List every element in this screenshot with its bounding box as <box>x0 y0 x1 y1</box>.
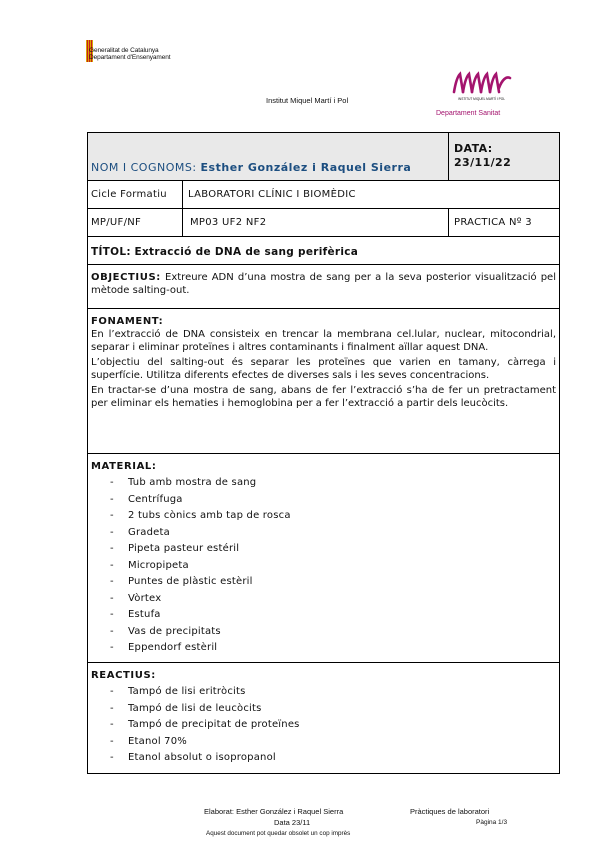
footer-author: Elaborat: Esther González i Raquel Sierra <box>204 807 344 816</box>
list-item: - Puntes de plàstic estèril <box>91 574 556 591</box>
fonament-label: FONAMENT: <box>91 316 164 327</box>
reactius-label: REACTIUS: <box>91 670 156 681</box>
footer-notice: Aquest document pot quedar obsolet un cop imprès <box>206 830 351 837</box>
date-field <box>454 142 511 170</box>
list-item: - Estufa <box>91 607 556 624</box>
list-item: - Pipeta pasteur estéril <box>91 541 556 558</box>
fonament-section <box>88 309 559 454</box>
list-item: - 2 tubs cònics amb tap de rosca <box>91 508 556 525</box>
school-department: Departament Sanitat <box>436 110 501 117</box>
cicle-value: LABORATORI CLÍNIC I BIOMÈDIC <box>188 189 356 200</box>
footer-page-number: Pàgina 1/3 <box>476 819 508 826</box>
reactius-list <box>91 684 556 767</box>
name-label: NOM I COGNOMS: <box>91 161 197 174</box>
list-item: - Eppendorf estèril <box>91 640 556 657</box>
material-list <box>91 475 556 657</box>
school-logo-text: INSTITUT MIQUEL MARTÍ I POL <box>458 97 506 101</box>
list-item: - Vòrtex <box>91 591 556 608</box>
date-value: 23/11/22 <box>454 156 512 169</box>
module-value: MP03 UF2 NF2 <box>190 217 267 228</box>
list-item: - Micropipeta <box>91 558 556 575</box>
practice-sheet <box>87 132 560 774</box>
objectius-text: Extreure ADN d’una mostra de sang per a la seva posterior visualització pel mètode salting-out. <box>91 272 556 296</box>
material-label: MATERIAL: <box>91 461 157 472</box>
footer-practiques: Pràctiques de laboratori <box>410 807 490 816</box>
list-item: - Vas de precipitats <box>91 624 556 641</box>
list-item: - Gradeta <box>91 525 556 542</box>
generalitat-logo <box>86 40 206 64</box>
list-item: - Etanol absolut o isopropanol <box>91 750 556 767</box>
name-row <box>88 133 559 181</box>
name-value: Esther González i Raquel Sierra <box>200 161 412 174</box>
list-item: - Centrífuga <box>91 492 556 509</box>
footer-date: Data 23/11 <box>274 818 311 827</box>
fonament-paragraph: En l’extracció de DNA consisteix en trencar la membrana cel.lular, nuclear, mitocondrial, separar i eliminar proteïnes i altres contaminants i finalment aïllar aquest DNA. <box>91 329 556 353</box>
title-row <box>88 237 559 265</box>
title-label: TÍTOL: <box>91 246 131 258</box>
name-field <box>91 161 411 174</box>
list-item: - Tampó de lisi eritròcits <box>91 684 556 701</box>
material-section <box>88 454 559 663</box>
list-item: - Tub amb mostra de sang <box>91 475 556 492</box>
practica-number: PRACTICA Nº 3 <box>454 217 532 228</box>
module-row <box>88 209 559 237</box>
cicle-label: Cicle Formatiu <box>91 189 167 200</box>
generalitat-name: Generalitat de Catalunya <box>89 47 159 54</box>
list-item: - Tampó de lisi de leucòcits <box>91 701 556 718</box>
date-label: DATA: <box>454 142 493 155</box>
list-item: - Etanol 70% <box>91 734 556 751</box>
title-value: Extracció de DNA de sang perifèrica <box>134 246 359 258</box>
school-logo <box>448 66 514 106</box>
reactius-section <box>88 663 559 774</box>
fonament-paragraph: En tractar-se d’una mostra de sang, abans de fer l’extracció s’ha de fer un pretractament per eliminar els hematies i hemoglobina per a fer l’extracció a partir dels leucòcits. <box>91 385 556 409</box>
list-item: - Tampó de precipitat de proteïnes <box>91 717 556 734</box>
institut-name: Institut Miquel Martí i Pol <box>266 96 349 105</box>
objectius-label: OBJECTIUS: <box>91 272 161 283</box>
cicle-row <box>88 181 559 209</box>
department-name: Departament d'Ensenyament <box>89 54 171 61</box>
fonament-paragraph: L’objectiu del salting-out és separar les proteïnes que varien en tamany, càrrega i superfície. Utilitza diferents efectes de diverses sals i les seves concentracions. <box>91 357 556 381</box>
module-label: MP/UF/NF <box>91 217 142 228</box>
objectius-section <box>88 265 559 309</box>
